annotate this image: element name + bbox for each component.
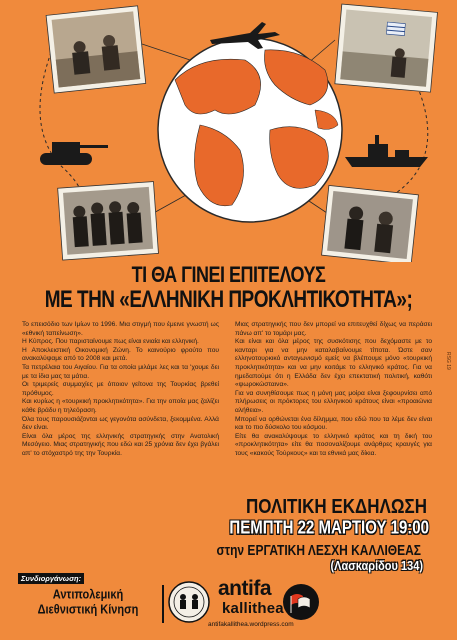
- warship-icon: [345, 135, 428, 167]
- globe-collage-artwork: [0, 0, 457, 262]
- photo-bottom-right: [322, 185, 419, 262]
- antifa-logo-text: antifa: [218, 577, 272, 600]
- paragraph: Είτε θα ανακαλύψουμε το ελληνικό κράτος και τη δική του «προκλητικότητα» είτε θα ποσοναλίζουμε ανάρθρες κραυγές για τους «κακούς Τούρκους» και τα εθνικά μας δίκια.: [235, 432, 432, 457]
- photo-bottom-left: [58, 182, 159, 261]
- event-date: ΠΕΜΠΤΗ 22 ΜΑΡΤΙΟΥ 19:00: [229, 518, 429, 539]
- website-link[interactable]: antifakallithea.wordpress.com: [208, 621, 294, 628]
- paragraph: Και είναι και όλα μέρος της συσκότισης που δεχόμαστε με το κανταρι για να μην καταλαβαίνουμε τίποτα. Ώστε σαν ελληνοτουρκικό ανταγωνισμό εμείς να βλέπουμε μόνο «τουρκική προκλητικότητα» και να μην κοιτάμε το ελληνικό κράτος. Για να ημεδαπούμε ότι η Ελλάδα δεν έχει επεκτατική πολιτική, καθότι «ψωροκώσταινα».: [235, 338, 432, 389]
- photo-top-left: [46, 6, 146, 93]
- paragraph: Όλα τους παρουσιάζονται ως γεγονότα ασύνδετα, ξεκομμένα. Αλλά δεν είναι.: [22, 415, 219, 432]
- paragraph: Το επεισόδιο των Ιμίων το 1996. Μια στιγμή που έμεινε γνωστή ως «εθνική ταπείνωση».: [22, 321, 219, 337]
- paragraph: Η Αποκλειστική Οικονομική Ζώνη. Το καινούριο φρούτο που ανακαλύψαμε από το 2008 και μετά.: [22, 346, 219, 363]
- organizer-name-line-1: Αντιπολεμική: [52, 588, 124, 602]
- paragraph: Για να συνηθίσουμε πως η μόνη μας μοίρα είναι ξεφουρνίσει από πλήρωσεις οι πρόκτορες του ελληνικού κράτους είναι «προαιώνια αλήθεια».: [235, 389, 432, 414]
- paragraph: Είναι όλα μέρος της ελληνικής στρατηγικής στην Ανατολική Μεσόγειο. Μιας στρατηγικής που εδώ και 25 χρόνια δεν έχει βγάλει απ' το στόχαστρό της την Τουρκία.: [22, 432, 219, 457]
- co-organizers-label: Συνδιοργάνωση:: [18, 573, 84, 584]
- tank-icon: [40, 142, 108, 165]
- paragraph: Η Κύπρος. Που παρισταίνουμε πως είναι ενιαία και ελληνική.: [22, 338, 199, 346]
- event-place: στην ΕΡΓΑΤΙΚΗ ΛΕΣΧΗ ΚΑΛΛΙΘΕΑΣ: [216, 542, 421, 559]
- paragraph: Και κυρίως η «τουρκική προκλητικότητα». Για την οποία μας ζαλίζει κάθε βράδυ η τηλεόραση.: [22, 398, 219, 414]
- event-address: (Λασκαρίδου 134): [330, 559, 423, 574]
- event-title: ΠΟΛΙΤΙΚΗ ΕΚΔΗΛΩΣΗ: [245, 495, 427, 518]
- photo-top-right: [335, 4, 438, 92]
- organizer-name-line-2: Διεθνιστική Κίνηση: [37, 602, 139, 617]
- globe: [158, 38, 342, 222]
- paragraph: Μιας στρατηγικής που δεν μπορεί να επιτευχθεί δίχως να περάσει πάνω απ' το τομάρι μας.: [235, 321, 432, 337]
- paragraph: Οι τριμερείς συμμαχίες με όποιον γείτονα της Τουρκίας βρεθεί πρόθυμος.: [22, 381, 219, 397]
- organizer-name: [18, 588, 158, 618]
- organizer-logo-icon: [168, 581, 210, 623]
- body-right-column: [235, 321, 432, 459]
- paragraph: Τα πετρέλαια του Αιγαίου. Για τα οποία μιλάμε λες και τα 'χουμε δει με τα ίδια μας τα μάτια.: [22, 363, 219, 380]
- divider: [162, 585, 164, 623]
- body-left-column: [22, 321, 219, 459]
- antifa-flag-icon: [282, 583, 320, 621]
- headline-line-1: ΤΙ ΘΑ ΓΙΝΕΙ ΕΠΙΤΕΛΟΥΣ: [131, 262, 326, 287]
- paragraph: Μπορεί να ορθώνεται ένα δίλημμα, που εδώ που τα λέμε δεν είναι και το πιο δύσκολο του κόσμου.: [235, 415, 432, 432]
- kallithea-logo-text: kallithea: [222, 600, 284, 617]
- headline-line-2: ΜΕ ΤΗΝ «ΕΛΛΗΝΙΚΗ ΠΡΟΚΛΗΤΙΚΟΤΗΤΑ»;: [44, 287, 413, 314]
- side-code: RSG 19: [445, 352, 451, 370]
